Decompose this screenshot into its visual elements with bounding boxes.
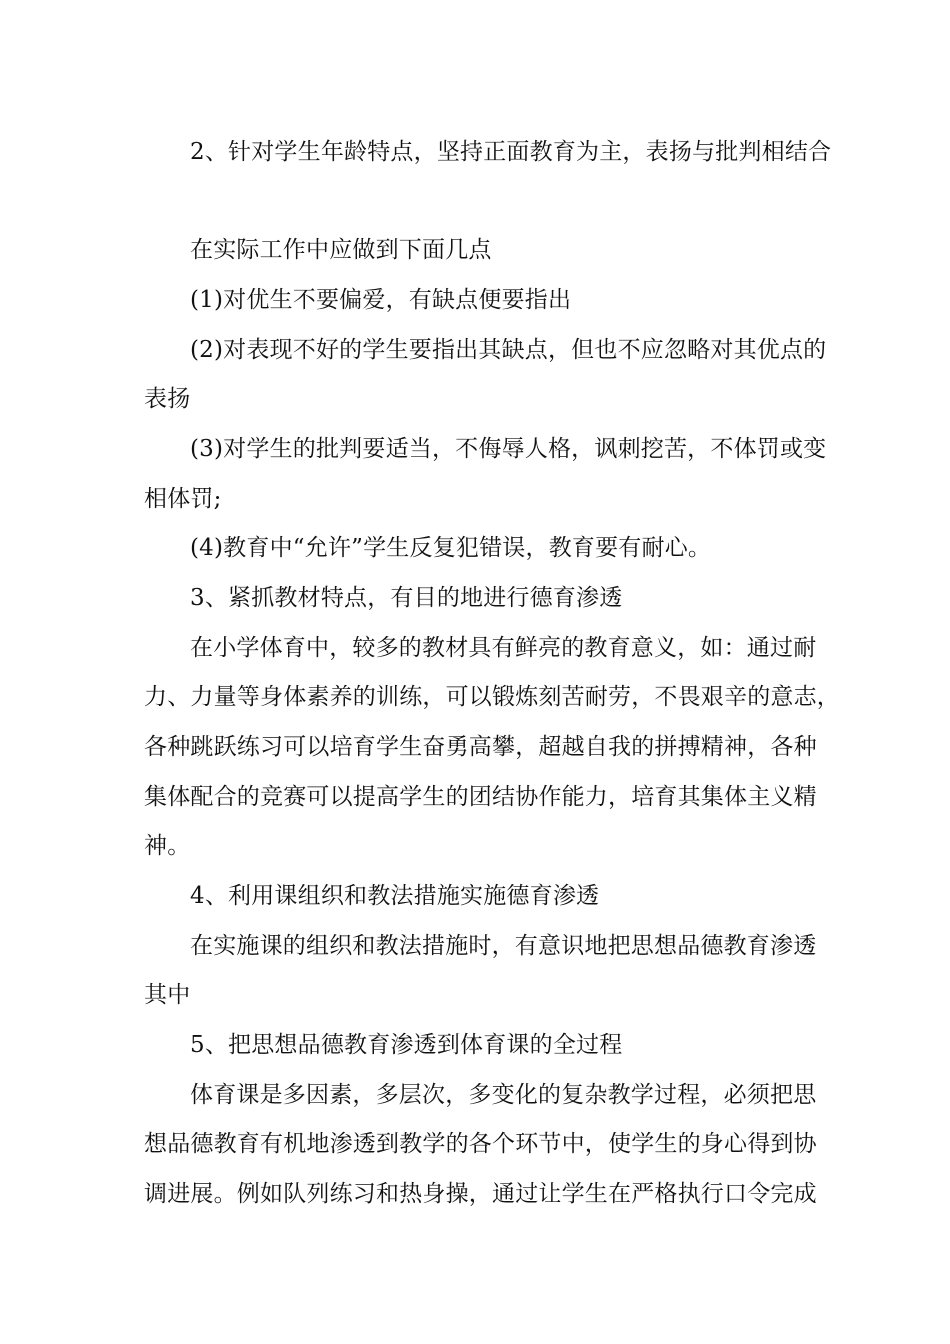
list-item-2: (2)对表现不好的学生要指出其缺点，但也不应忽略对其优点的 (190, 337, 827, 363)
heading-2: 2、针对学生年龄特点，坚持正面教育为主，表扬与批判相结合 (190, 139, 832, 165)
paragraph-line: 集体配合的竞赛可以提高学生的团结协作能力，培育其集体主义精 (144, 784, 817, 810)
list-item-3-cont: 相体罚; (144, 486, 222, 512)
paragraph-line: 在实施课的组织和教法措施时，有意识地把思想品德教育渗透 (190, 933, 817, 959)
paragraph-line: 各种跳跃练习可以培育学生奋勇高攀，超越自我的拼搏精神，各种 (144, 734, 817, 760)
paragraph-line: 神。 (144, 833, 191, 859)
list-item-2-cont: 表扬 (144, 386, 191, 412)
paragraph-line: 其中 (144, 982, 191, 1008)
heading-4: 4、利用课组织和教法措施实施德育渗透 (190, 883, 600, 909)
paragraph-line: 力、力量等身体素养的训练，可以锻炼刻苦耐劳，不畏艰辛的意志， (144, 684, 840, 710)
list-item-1: (1)对优生不要偏爱，有缺点便要指出 (190, 287, 572, 313)
paragraph-line: 在小学体育中，较多的教材具有鲜亮的教育意义，如：通过耐 (190, 635, 817, 661)
paragraph-line: 在实际工作中应做到下面几点 (190, 237, 492, 263)
paragraph-line: 体育课是多因素，多层次，多变化的复杂教学过程，必须把思 (190, 1082, 817, 1108)
list-item-3: (3)对学生的批判要适当，不侮辱人格，讽刺挖苦，不体罚或变 (190, 436, 827, 462)
heading-5: 5、把思想品德教育渗透到体育课的全过程 (190, 1032, 623, 1058)
list-item-4: (4)教育中“允许”学生反复犯错误，教育要有耐心。 (190, 535, 712, 561)
paragraph-line: 想品德教育有机地渗透到教学的各个环节中，使学生的身心得到协 (144, 1131, 817, 1157)
heading-3: 3、紧抓教材特点，有目的地进行德育渗透 (190, 585, 623, 611)
paragraph-line: 调进展。例如队列练习和热身操，通过让学生在严格执行口令完成 (144, 1181, 817, 1207)
